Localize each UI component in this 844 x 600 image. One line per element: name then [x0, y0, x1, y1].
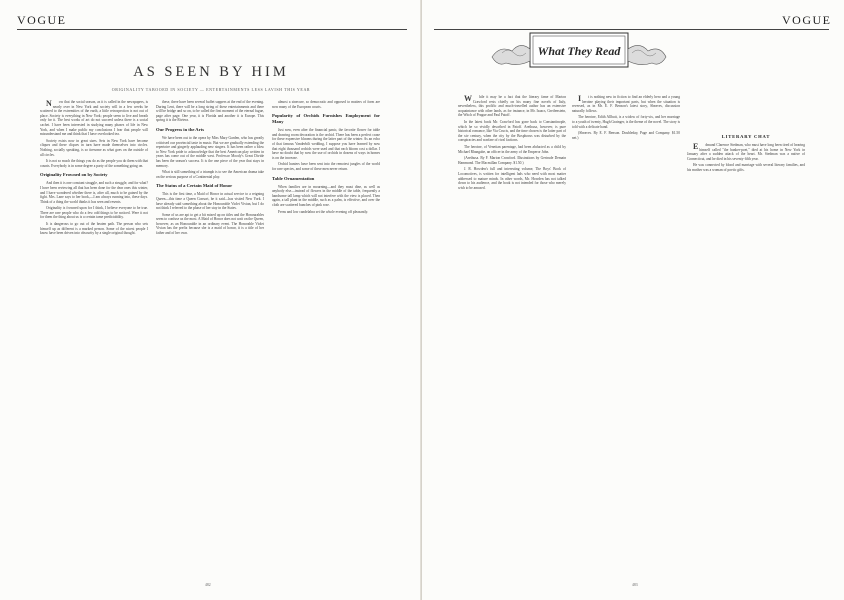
paragraph: The heroine, Edith Allbutt, is a widow of forty-six, and her marriage to a youth of twenty, Hugh Grainger, is the theme of the novel. The story is told with a delicate hand.	[572, 115, 680, 129]
column-3	[687, 130, 805, 580]
paragraph: Ferns and low candelabra set the whole evening off pleasantly.	[278, 209, 369, 214]
paragraph: N ow that the social season, as it is called in the newspapers, is nearly over in New York and society will in a few weeks be scattered to the extremities of the earth, a little retrospection is not out of place. Society is everything in New York; people seem to live and breath only for it. The best works of art do not succeed unless there is a social cachet. I have been interested in studying many phases of life in New York, and when I make public my conclusions I fear that people will misunderstand me and think that I have overlooked tea.	[40, 100, 148, 137]
article-subtitle: ORIGINALITY TABOOED IN SOCIETY — ENTERTAINMENTS LESS LAVISH THIS YEAR	[111, 87, 311, 92]
paragraph: What is still something of a triumph is to see the American drama take on the serious purpose of a Continental play.	[156, 170, 264, 179]
paragraph: Just now, even after the financial panic, the favorite flower for table and drawing room decoration is the orchid. There has been a perfect craze for these expensive blooms during the latter part of the winter. As an echo of that famous Vanderbilt wedding, I suppose you have learned by now that eight thousand orchids were used and that each bloom cost a dollar. I have no doubt that by now the use of orchids in dozens of ways in homes is on the increase.	[272, 128, 380, 160]
drop-cap: E	[693, 142, 699, 151]
paragraph: Society exists now in great sizes. Sets in New York have become cliques and these cliques in turn have made themselves into circles. Nothing, socially speaking, is so tiresome as what goes on the outside of all circles.	[40, 138, 148, 157]
section-heading: The Status of a Certain Maid of Honor	[156, 183, 233, 189]
paragraph: In the latest book Mr. Crawford has gone back to Constantinople, which he so vividly described in Patoff. Arethusa, however, is pure historical romance, like Via Crucis, and the time chosen is the latter part of the xiv century, when the city by the Bosphorus was disturbed by the conspiracies and warfare of rival factions.	[458, 119, 566, 143]
section-heading: Popularity of Orchids Furnishes Employment for Many	[272, 113, 380, 125]
paragraph: This is the first time, a Maid of Honor in actual service to a reigning Queen—this time a Queen Consort, be it said—has visited New York. I have already said something about the Honourable Violet Vivian, but I do not think I referred to the phase of her stay in the States.	[156, 192, 264, 211]
page-number: 483	[632, 583, 638, 587]
paragraph: Some of us are apt to get a bit mixed up on titles and the Honourables seem to confuse us the most. A Maid of Honor does not wait on the Queen, however, as an Honourable in an ordinary event. The Honorable Violet Vivian has the prefix because she is a maid of honor, it is a title of her father and of her own.	[156, 212, 264, 236]
paragraph: Originality is frowned upon for I think, I believe everyone to be true. There are rare people who do a few odd things to be noticed. Were it not for them the thing about us is a certain tame predictability.	[40, 206, 148, 220]
right-page	[422, 0, 844, 600]
paragraph: It is not so much the things you do as the people you do them with that counts. Everybody is in some degree a party of the something going on.	[40, 159, 148, 168]
paragraph: When families are in mourning—and they must dine, as well as anybody else—instead of flowers in the middle of the table, frequently a handsome tall lamp which will not interfere with the view is placed. Then again, a tall plant in the middle, such as a palm, is effective, and over the cloth are scattered bunches of pink rose.	[272, 184, 380, 207]
article-title: AS SEEN BY HIM	[133, 64, 289, 80]
column-2	[156, 100, 264, 580]
paragraph: Orchid hunters have been sent into the remotest jungles of the world for rare species, and some of these men never return.	[272, 162, 380, 171]
masthead-right: VOGUE	[782, 13, 832, 27]
paragraph: W hile it may be a fact that the literary fame of Marion Crawford rests chiefly on his many fine novels of Italy, nevertheless, this prolific and much-travelled author has an extensive acquaintance with other lands, as for instance, in Mr. Isaacs, Greifenstein, the Witch of Prague and Paul Patoff.	[458, 95, 566, 118]
drop-cap: I	[578, 95, 582, 103]
publication-note: (Arethusa. By F. Marion Crawford. Illustrations by Gertrude Demain Hammond. The Macmillan Company. $1.50.)	[458, 156, 566, 165]
column-1	[458, 95, 566, 580]
drop-cap: W	[464, 95, 472, 103]
paragraph: I t is nothing new in fiction to find an elderly hero and a young heroine playing their important parts, but when the situation is reversed, as in Mr. E. F. Benson's latest story, Sheaves, discussion naturally follows.	[572, 95, 680, 113]
paragraph: He was connected by blood and marriage with several literary families, and his mother was a woman of poetic gifts.	[687, 163, 805, 172]
paragraph: The heroine, of Venetian parentage, had been abducted as a child by Michael Rhangabe, an officer in the army of the Emperor John.	[458, 144, 566, 154]
paragraph: And then it is one constant struggle, and such a struggle, and for what? I have been reviewing all that has been done for the dear ones this winter, and I have wondered whether there is, after all, much to be gained by the fight. Mrs. Lane says to her book,—I am always running into, these days. Think of a thing the world thinks it has seen and resents.	[40, 181, 148, 204]
drop-cap: N	[46, 100, 52, 108]
paragraph: It is dangerous to go out of the beaten path. The person who sets himself up as different is a marked person. Some of the nicest people I know have been driven into obscurity by a single original thought.	[40, 222, 148, 236]
column-2	[572, 95, 680, 580]
column-3	[272, 100, 380, 580]
header-rule	[17, 29, 407, 30]
paragraph: these, there have been several buffet suppers at the end of the evening. During Lent, there will be a long string of these entertainments and there will be bridge and so on, to be called the first moment of the eternal fugue, page after page. One year, it is Florida and another it is Europe. This spring it is the Riviera.	[156, 100, 264, 123]
paragraph: We have been out to the opera by Miss Mary Garden, who has greatly criticised our provincial taste in music. But we are gradually extending the repertoire and gingerly applauding new singers. It has been rather a blow to New York pride to acknowledge that the best American play written in years has come out of the middle west. Professor Moody's Great Divide has been the season's success. It is the one piece of the year that stays in memory.	[156, 135, 264, 168]
publication-note: (Sheaves. By E. F. Benson. Doubleday, Page and Company. $1.50 net.)	[572, 131, 680, 140]
section-heading: Originality Frowned on by Society	[40, 172, 108, 178]
paragraph: almost a sinecure, so democratic and opposed to matters of form are now many of the European courts.	[272, 100, 380, 109]
section-heading: Table Ornamentation	[272, 175, 315, 181]
banner-illustration	[490, 27, 668, 75]
section-heading: LITERARY CHAT	[721, 134, 771, 139]
page-number: 482	[205, 583, 211, 587]
paragraph: E dmund Clarence Stedman, who must have long been tired of hearing himself called "the banker-poet," died at his home in New York in January after a sudden attack of the heart. Mr. Stedman was a native of Connecticut, and he died in his seventy-fifth year.	[687, 142, 805, 161]
column-1	[40, 100, 148, 580]
banner-title: What They Read	[537, 44, 621, 58]
paragraph: J. R. Howden's full and interesting volume, The Boys' Book of Locomotives, is written for intelligent lads who need with most matter addressed to mature minds. In other words, Mr. Howden has not talked down to his audience, and the book is not intended for those who merely wish to be amused.	[458, 167, 566, 190]
section-heading: Our Progress in the Arts	[156, 126, 204, 132]
masthead-left: VOGUE	[17, 13, 67, 27]
